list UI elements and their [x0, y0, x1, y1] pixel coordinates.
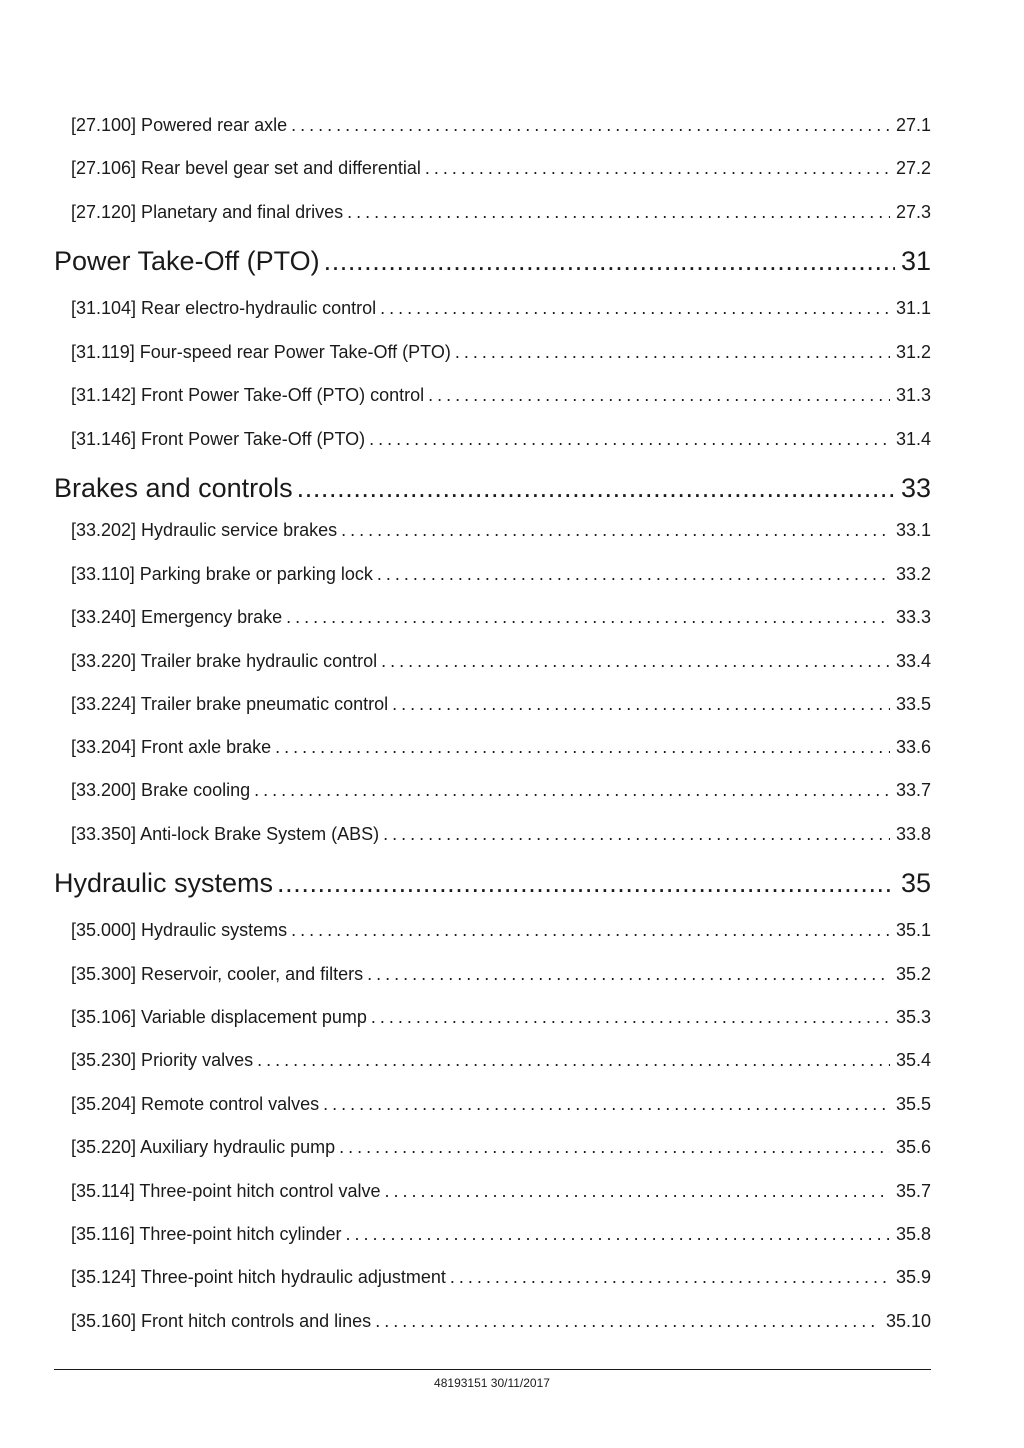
toc-section[interactable] [54, 470, 931, 506]
toc-entry-page: 33.7 [895, 780, 931, 800]
dot-leader [291, 113, 890, 137]
toc-entry-page: 31.1 [895, 298, 931, 318]
toc-entry[interactable] [71, 918, 931, 942]
toc-entry-label: [31.146] Front Power Take-Off (PTO) [71, 429, 366, 449]
toc-entry[interactable] [71, 692, 931, 716]
toc-entry[interactable] [71, 156, 931, 180]
toc-section-title: Hydraulic systems [54, 868, 274, 898]
toc-entry-page: 35.4 [895, 1050, 931, 1070]
toc-entry-label: [31.142] Front Power Take-Off (PTO) control [71, 385, 425, 405]
toc-entry-label: [35.106] Variable displacement pump [71, 1007, 367, 1027]
toc-entry-label: [33.110] Parking brake or parking lock [71, 564, 373, 584]
toc-entry-page: 33.1 [895, 520, 931, 540]
toc-entry-label: [31.119] Four-speed rear Power Take-Off (PTO) [71, 342, 451, 362]
toc-entry-page: 31.2 [895, 342, 931, 362]
toc-entry-page: 33.5 [895, 694, 931, 714]
toc-section-page: 31 [900, 246, 931, 276]
toc-section-title: Brakes and controls [54, 473, 293, 503]
toc-entry-label: [27.120] Planetary and final drives [71, 202, 344, 222]
toc-entry-label: [35.124] Three-point hitch hydraulic adjustment [71, 1267, 446, 1287]
toc-entry-page: 35.6 [895, 1137, 931, 1157]
dot-leader [291, 918, 890, 942]
toc-entry[interactable] [71, 735, 931, 759]
toc-entry[interactable] [71, 383, 931, 407]
toc-entry-label: [27.106] Rear bevel gear set and differential [71, 158, 421, 178]
dot-leader [383, 822, 890, 846]
toc-entry-page: 33.6 [895, 737, 931, 757]
toc-entry-page: 33.2 [895, 564, 931, 584]
toc-entry-page: 31.3 [895, 385, 931, 405]
toc-entry-page: 27.3 [895, 202, 931, 222]
toc-entry[interactable] [71, 1092, 931, 1116]
dot-leader [254, 778, 890, 802]
toc-entry-label: [33.240] Emergency brake [71, 607, 283, 627]
toc-entry-page: 35.8 [895, 1224, 931, 1244]
dot-leader [275, 735, 890, 759]
dot-leader [371, 1005, 890, 1029]
toc-entry[interactable] [71, 1005, 931, 1029]
toc-entry-page: 35.3 [895, 1007, 931, 1027]
toc-entry-page: 35.1 [895, 920, 931, 940]
toc-entry-label: [31.104] Rear electro-hydraulic control [71, 298, 377, 318]
dot-leader [297, 470, 895, 506]
toc-section[interactable] [54, 865, 931, 901]
dot-leader [455, 340, 890, 364]
dot-leader [375, 1309, 880, 1333]
toc-entry[interactable] [71, 1048, 931, 1072]
dot-leader [323, 1092, 890, 1116]
dot-leader [286, 605, 890, 629]
toc-entry[interactable] [71, 200, 931, 224]
toc-entry-label: [33.220] Trailer brake hydraulic control [71, 651, 378, 671]
toc-entry[interactable] [71, 1309, 931, 1333]
toc-section-page: 35 [900, 868, 931, 898]
toc-entry-label: [27.100] Powered rear axle [71, 115, 288, 135]
toc-entry-label: [33.202] Hydraulic service brakes [71, 520, 338, 540]
dot-leader [324, 243, 895, 279]
toc-entry[interactable] [71, 427, 931, 451]
dot-leader [385, 1179, 890, 1203]
toc-entry[interactable] [71, 562, 931, 586]
toc-section-page: 33 [900, 473, 931, 503]
footer-divider [54, 1369, 931, 1370]
toc-entry-page: 33.8 [895, 824, 931, 844]
dot-leader [369, 427, 890, 451]
toc-entry-page: 33.3 [895, 607, 931, 627]
toc-entry-label: [35.230] Priority valves [71, 1050, 254, 1070]
dot-leader [367, 962, 890, 986]
toc-entry-page: 35.10 [885, 1311, 931, 1331]
dot-leader [347, 200, 890, 224]
dot-leader [339, 1135, 890, 1159]
toc-entry[interactable] [71, 1265, 931, 1289]
toc-entry[interactable] [71, 778, 931, 802]
dot-leader [428, 383, 890, 407]
toc-entry-label: [33.224] Trailer brake pneumatic control [71, 694, 389, 714]
toc-entry-page: 35.7 [895, 1181, 931, 1201]
toc-entry-page: 35.5 [895, 1094, 931, 1114]
toc-entry-page: 33.4 [895, 651, 931, 671]
toc-section[interactable] [54, 243, 931, 279]
toc-entry-label: [35.220] Auxiliary hydraulic pump [71, 1137, 336, 1157]
toc-entry[interactable] [71, 1222, 931, 1246]
toc-entry-label: [35.300] Reservoir, cooler, and filters [71, 964, 364, 984]
dot-leader [341, 518, 890, 542]
toc-entry-page: 35.9 [895, 1267, 931, 1287]
dot-leader [277, 865, 895, 901]
dot-leader [392, 692, 890, 716]
toc-entry[interactable] [71, 113, 931, 137]
toc-entry-page: 35.2 [895, 964, 931, 984]
toc-entry-label: [35.160] Front hitch controls and lines [71, 1311, 372, 1331]
toc-entry[interactable] [71, 649, 931, 673]
dot-leader [381, 649, 890, 673]
toc-entry[interactable] [71, 296, 931, 320]
dot-leader [346, 1222, 890, 1246]
toc-entry-label: [35.204] Remote control valves [71, 1094, 320, 1114]
toc-entry[interactable] [71, 962, 931, 986]
toc-entry-label: [33.350] Anti-lock Brake System (ABS) [71, 824, 380, 844]
toc-entry-label: [33.204] Front axle brake [71, 737, 272, 757]
toc-entry-page: 27.2 [895, 158, 931, 178]
toc-entry[interactable] [71, 1135, 931, 1159]
toc-section-title: Power Take-Off (PTO) [54, 246, 320, 276]
footer-doc-info: 48193151 30/11/2017 [434, 1376, 550, 1390]
toc-entry[interactable] [71, 605, 931, 629]
toc-entry-label: [35.114] Three-point hitch control valve [71, 1181, 381, 1201]
dot-leader [425, 156, 890, 180]
toc-entry-label: [33.200] Brake cooling [71, 780, 251, 800]
dot-leader [257, 1048, 890, 1072]
dot-leader [450, 1265, 890, 1289]
dot-leader [380, 296, 890, 320]
dot-leader [377, 562, 890, 586]
toc-entry-page: 31.4 [895, 429, 931, 449]
toc-entry[interactable] [71, 340, 931, 364]
toc-entry-label: [35.000] Hydraulic systems [71, 920, 288, 940]
toc-entry[interactable] [71, 518, 931, 542]
toc-entry-page: 27.1 [895, 115, 931, 135]
toc-entry[interactable] [71, 822, 931, 846]
toc-entry[interactable] [71, 1179, 931, 1203]
toc-entry-label: [35.116] Three-point hitch cylinder [71, 1224, 342, 1244]
